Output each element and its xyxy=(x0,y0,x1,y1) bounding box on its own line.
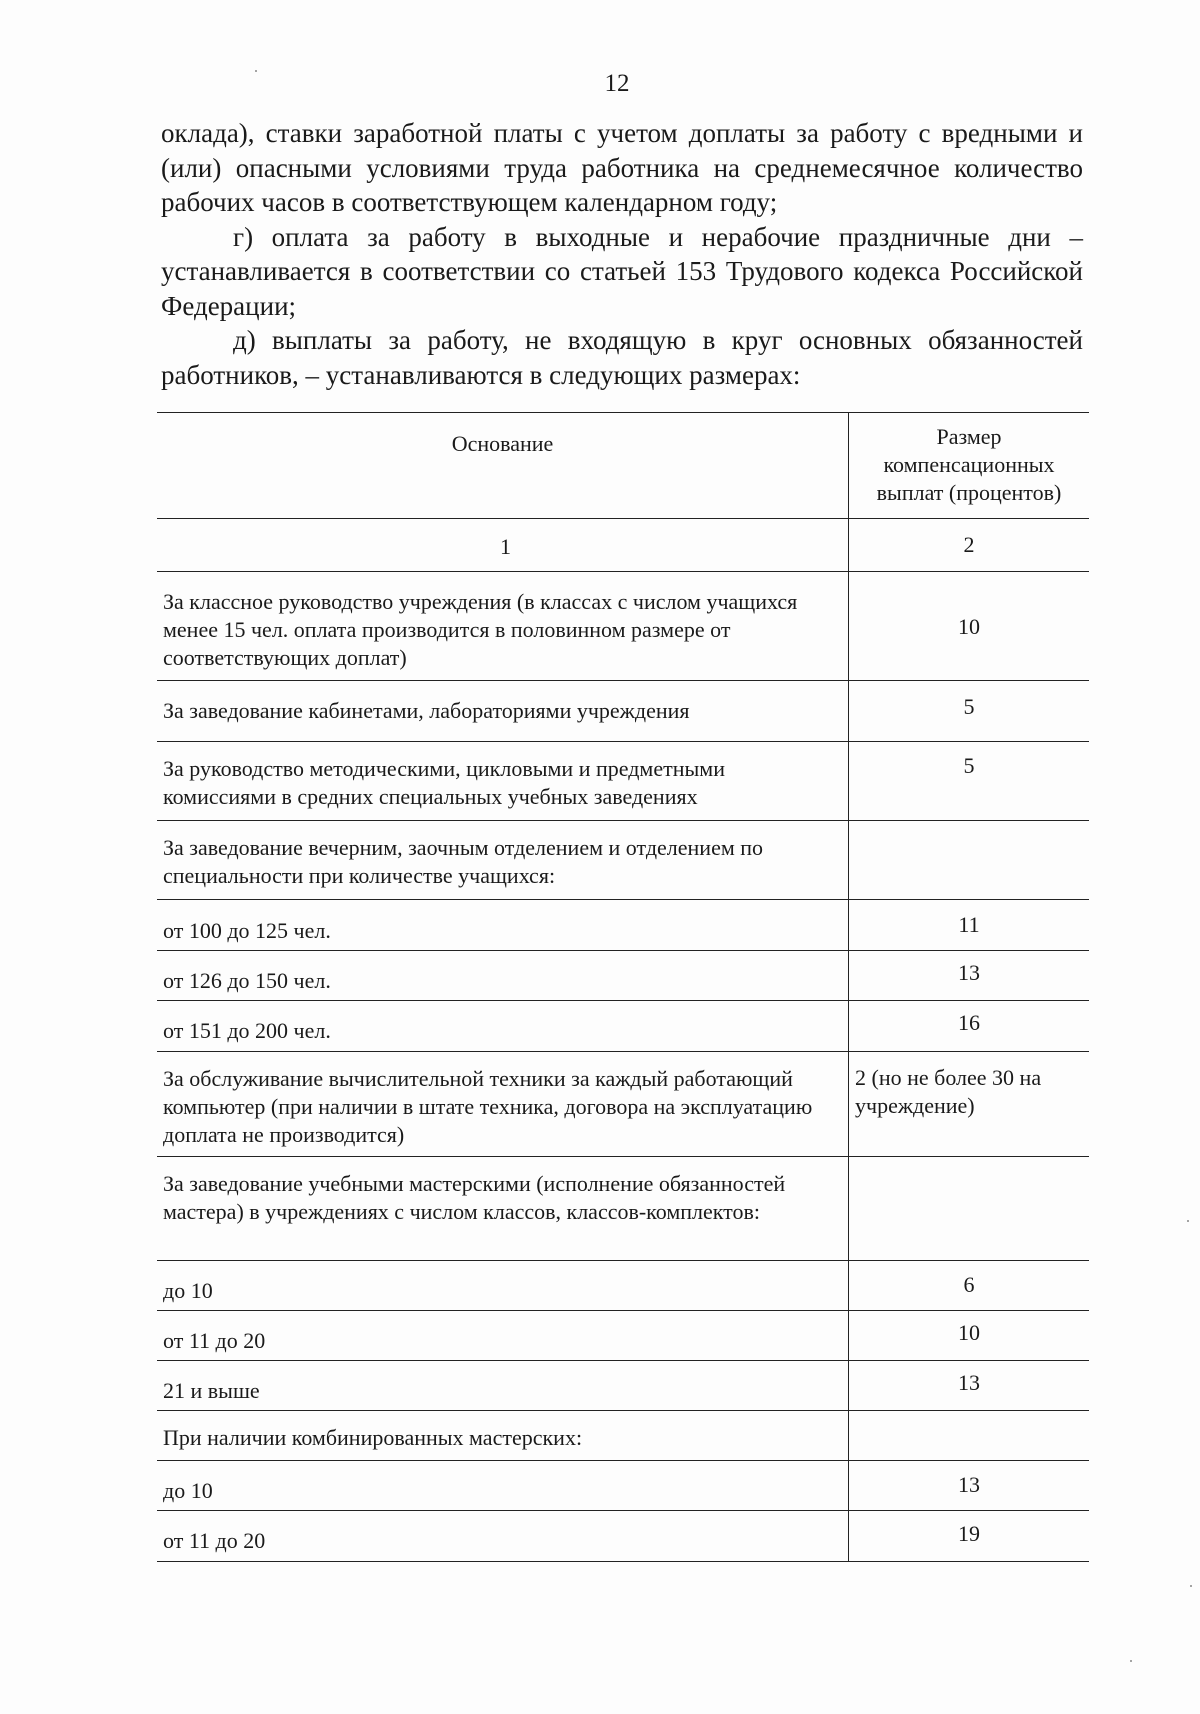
scan-speck xyxy=(1190,1585,1192,1587)
row-basis: до 10 xyxy=(157,1461,849,1511)
scan-speck xyxy=(1187,1220,1189,1222)
table-row xyxy=(157,1001,1089,1052)
page-number: 12 xyxy=(604,70,630,97)
table-row xyxy=(157,1261,1089,1311)
table-row xyxy=(157,900,1089,951)
table-row xyxy=(157,1361,1089,1411)
table-row xyxy=(157,1411,1089,1461)
row-size: 5 xyxy=(849,681,1090,742)
row-size: 5 xyxy=(849,742,1090,821)
body-text xyxy=(161,116,1083,392)
row-basis: За руководство методическими, цикловыми и предметными комиссиями в средних специальных учебных заведениях xyxy=(157,742,849,821)
row-size: 10 xyxy=(849,572,1090,681)
table-row xyxy=(157,681,1089,742)
table-row xyxy=(157,1157,1089,1261)
scan-speck xyxy=(1130,1660,1132,1662)
row-size: 10 xyxy=(849,1311,1090,1361)
compensation-table xyxy=(157,412,1089,1562)
row-size: 2 (но не более 30 на учреждение) xyxy=(849,1052,1090,1157)
header-payment-size: Размер компенсационных выплат (процентов) xyxy=(849,413,1090,519)
table-row xyxy=(157,1311,1089,1361)
numbering-col2: 2 xyxy=(849,519,1090,572)
row-basis: За классное руководство учреждения (в классах с числом учащихся менее 15 чел. оплата производится в половинном размере от соответствующих доплат) xyxy=(157,572,849,681)
row-size: 16 xyxy=(849,1001,1090,1052)
header-basis: Основание xyxy=(157,413,849,519)
table-header-row xyxy=(157,413,1089,519)
row-size: 13 xyxy=(849,951,1090,1001)
row-basis: от 126 до 150 чел. xyxy=(157,951,849,1001)
table-row xyxy=(157,1461,1089,1511)
row-basis: За обслуживание вычислительной техники за каждый работающий компьютер (при наличии в штате техника, договора на эксплуатацию доплата не производится) xyxy=(157,1052,849,1157)
paragraph-item-d: д) выплаты за работу, не входящую в круг основных обязанностей работников, – устанавливаются в следующих размерах: xyxy=(161,325,1083,390)
row-size xyxy=(849,1157,1090,1261)
paragraph-item-g: г) оплата за работу в выходные и нерабочие праздничные дни – устанавливается в соответствии со статьей 153 Трудового кодекса Российской Федерации; xyxy=(161,221,1083,321)
row-size: 19 xyxy=(849,1511,1090,1562)
row-size: 13 xyxy=(849,1361,1090,1411)
table-row xyxy=(157,951,1089,1001)
table-row xyxy=(157,1511,1089,1562)
table-row xyxy=(157,742,1089,821)
table-row xyxy=(157,1052,1089,1157)
row-basis: до 10 xyxy=(157,1261,849,1311)
row-size: 6 xyxy=(849,1261,1090,1311)
row-size: 11 xyxy=(849,900,1090,951)
row-basis: За заведование учебными мастерскими (исполнение обязанностей мастера) в учреждениях с числом классов, классов-комплектов: xyxy=(157,1157,849,1261)
row-size xyxy=(849,821,1090,900)
row-basis: от 11 до 20 xyxy=(157,1511,849,1562)
row-basis: от 151 до 200 чел. xyxy=(157,1001,849,1052)
row-basis: от 100 до 125 чел. xyxy=(157,900,849,951)
row-basis: За заведование вечерним, заочным отделением и отделением по специальности при количестве учащихся: xyxy=(157,821,849,900)
table-row xyxy=(157,572,1089,681)
row-basis: 21 и выше xyxy=(157,1361,849,1411)
row-basis: При наличии комбинированных мастерских: xyxy=(157,1411,849,1461)
row-basis: от 11 до 20 xyxy=(157,1311,849,1361)
row-size xyxy=(849,1411,1090,1461)
row-size: 13 xyxy=(849,1461,1090,1511)
table-numbering-row xyxy=(157,519,1089,572)
table-row xyxy=(157,821,1089,900)
row-basis: За заведование кабинетами, лабораториями учреждения xyxy=(157,681,849,742)
paragraph-continuation: оклада), ставки заработной платы с учетом доплаты за работу с вредными и (или) опасными условиями труда работника на среднемесячное количество рабочих часов в соответствующем календарном году; xyxy=(161,118,1083,217)
numbering-col1: 1 xyxy=(157,519,849,572)
scan-speck xyxy=(255,70,257,72)
